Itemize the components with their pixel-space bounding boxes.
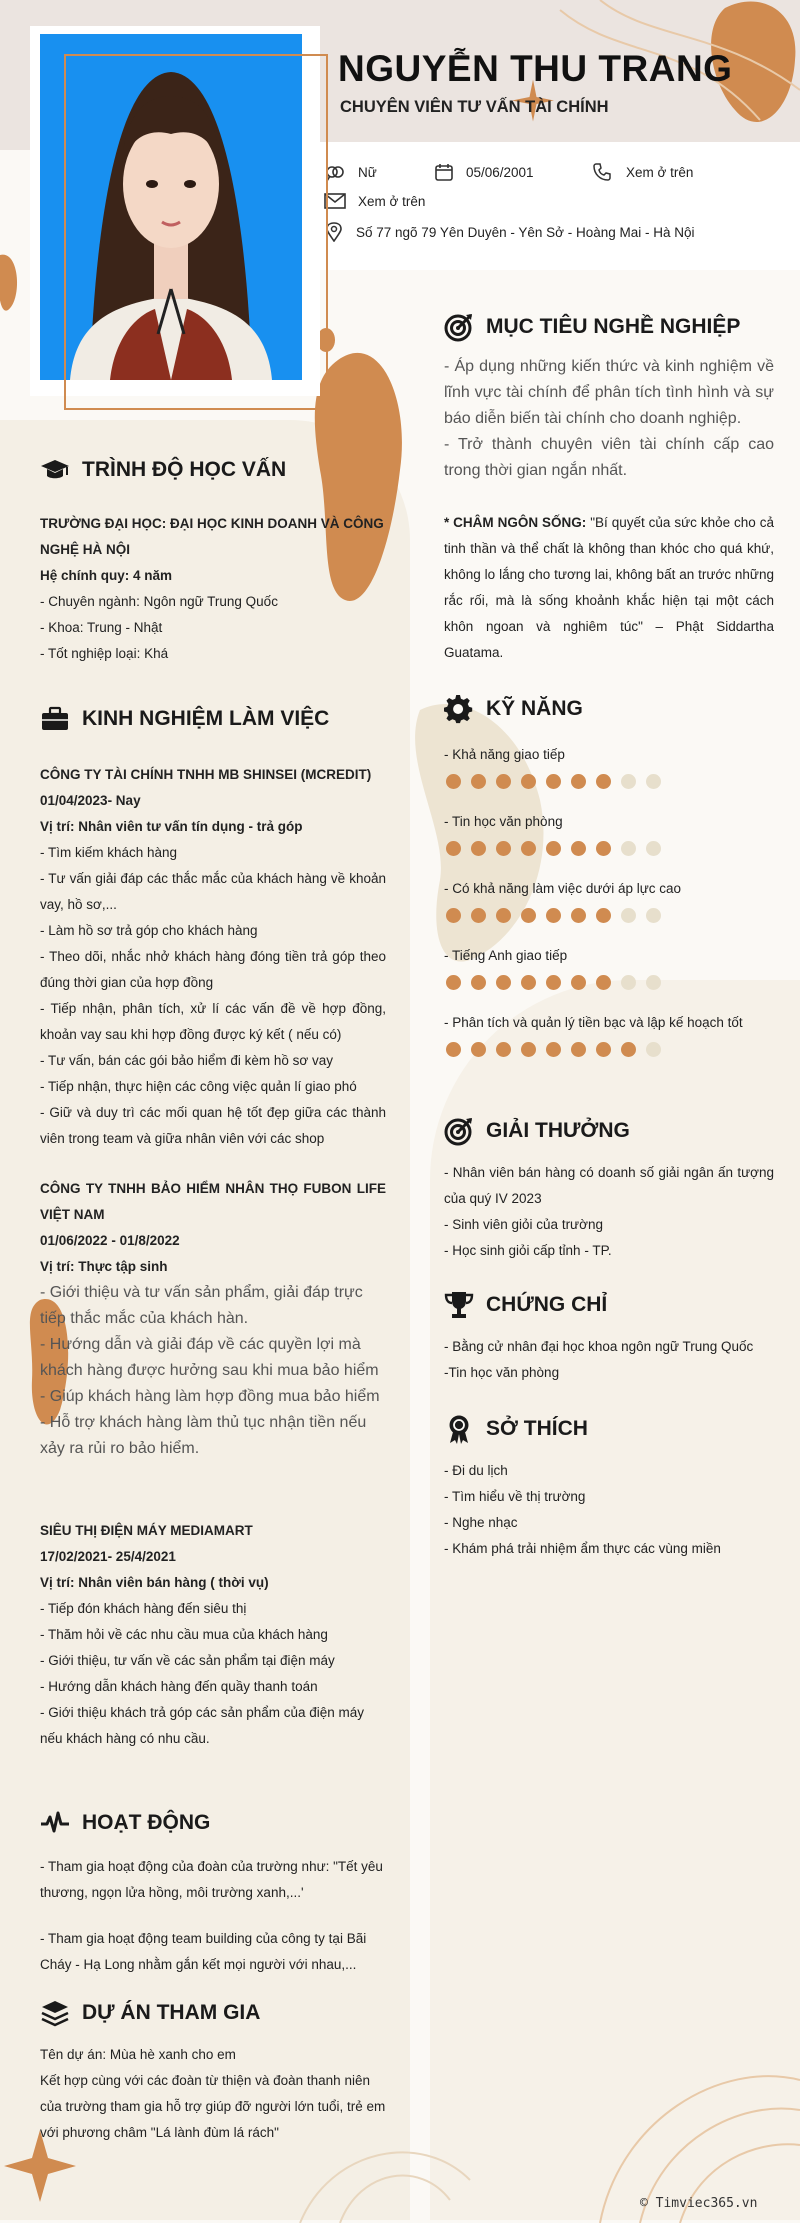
skill-name: - Có khả năng làm việc dưới áp lực cao <box>444 881 682 896</box>
education-line: - Khoa: Trung - Nhật <box>40 620 163 635</box>
skill-dot-filled <box>621 1042 636 1057</box>
skill-dot-filled <box>471 908 486 923</box>
awards-heading: GIẢI THƯỞNG <box>444 1116 774 1146</box>
job-period: 01/04/2023- Nay <box>40 793 141 808</box>
gender-value: Nữ <box>358 164 377 180</box>
skill-dot-filled <box>546 1042 561 1057</box>
skill-level-dots <box>446 1042 774 1057</box>
skill-dot-filled <box>521 1042 536 1057</box>
education-line: - Chuyên ngành: Ngôn ngữ Trung Quốc <box>40 594 278 609</box>
skill-name: - Tin học văn phòng <box>444 814 563 829</box>
education-line: - Tốt nghiệp loại: Khá <box>40 646 169 661</box>
job-company: CÔNG TY TNHH BẢO HIỂM NHÂN THỌ FUBON LIFE VIỆT NAM <box>40 1181 386 1222</box>
project-name: Tên dự án: Mùa hè xanh cho em <box>40 2047 236 2062</box>
skill-dot-empty <box>621 975 636 990</box>
skill-dot-empty <box>621 774 636 789</box>
skill-dot-filled <box>596 975 611 990</box>
email-value: Xem ở trên <box>358 193 426 209</box>
skill-dot-filled <box>571 908 586 923</box>
job-task: - Giới thiệu, tư vấn về các sản phẩm tại điện máy <box>40 1653 335 1668</box>
skill-dot-filled <box>596 841 611 856</box>
experience-heading: KINH NGHIỆM LÀM VIỆC <box>40 704 386 734</box>
skill-dot-filled <box>571 774 586 789</box>
skill-name: - Khả năng giao tiếp <box>444 747 565 762</box>
contact-gender <box>324 162 377 182</box>
skills-list <box>444 744 774 1057</box>
full-name: NGUYỄN THU TRANG <box>338 48 733 89</box>
skill-dot-filled <box>471 975 486 990</box>
objective-line: - Trở thành chuyên viên tài chính cấp cao trong thời gian ngắn nhất. <box>444 436 774 479</box>
activity-item: - Tham gia hoạt động của đoàn của trường như: "Tết yêu thương, ngọn lửa hồng, môi trường xanh,...' <box>40 1859 383 1900</box>
target-icon <box>444 312 474 342</box>
job-position: Vị trí: Thực tập sinh <box>40 1259 168 1274</box>
contact-birthday <box>434 162 534 182</box>
award-item: - Học sinh giỏi cấp tỉnh - TP. <box>444 1243 612 1258</box>
job-task: - Tiếp nhận, phân tích, xử lí các vấn đề về hợp đồng, khoản vay sau khi hợp đồng được ký kết ( nếu có) <box>40 1001 386 1042</box>
job-position: Vị trí: Nhân viên tư vấn tín dụng - trả góp <box>40 819 303 834</box>
job-task: - Hướng dẫn và giải đáp về các quyền lợi mà khách hàng được hưởng sau khi mua bảo hiểm <box>40 1336 379 1379</box>
motto-text: "Bí quyết của sức khỏe cho cả tinh thần và thể chất là không than khóc cho quá khứ, không lo lắng cho tương lai, không bất an trước những rắc rối, mà là sống khoảnh khắc hiện tại một cách khôn ngoan và nghiêm túc" – Phật Siddartha Guatama. <box>444 515 774 660</box>
layers-icon <box>40 1998 70 2028</box>
skills-heading: KỸ NĂNG <box>444 694 774 724</box>
skill-dot-filled <box>546 908 561 923</box>
skill-dot-filled <box>471 841 486 856</box>
objective-section <box>444 312 774 666</box>
awards-section <box>444 1116 774 1264</box>
project-description: Kết hợp cùng với các đoàn từ thiện và đoàn thanh niên của trường tham gia hỗ trợ giúp đỡ người lớn tuổi, trẻ em với phương châm "Lá lành đùm lá rách" <box>40 2073 386 2140</box>
photo-frame-outline <box>64 54 328 410</box>
award-item: - Nhân viên bán hàng có doanh số giải ngân ấn tượng của quý IV 2023 <box>444 1165 774 1206</box>
certificate-item: - Bằng cử nhân đại học khoa ngôn ngữ Trung Quốc <box>444 1339 754 1354</box>
skill-dot-filled <box>496 841 511 856</box>
job-task: - Theo dõi, nhắc nhở khách hàng đóng tiền trả góp theo đúng thời gian của hợp đồng <box>40 949 386 990</box>
job-entry <box>40 1518 386 1752</box>
skill-dot-filled <box>446 774 461 789</box>
skill-dot-empty <box>646 774 661 789</box>
projects-heading: DỰ ÁN THAM GIA <box>40 1998 386 2028</box>
skill-dot-filled <box>471 1042 486 1057</box>
certificates-section <box>444 1290 774 1386</box>
school-name: TRƯỜNG ĐẠI HỌC: ĐẠI HỌC KINH DOANH VÀ CÔNG NGHỆ HÀ NỘI <box>40 516 384 557</box>
skill-dot-filled <box>546 841 561 856</box>
skill-dot-filled <box>446 908 461 923</box>
job-task: - Tiếp đón khách hàng đến siêu thị <box>40 1601 247 1616</box>
skill-dot-filled <box>521 774 536 789</box>
medal-icon <box>444 1414 474 1444</box>
job-task: - Tư vấn giải đáp các thắc mắc của khách hàng về khoản vay, hồ sơ,... <box>40 871 386 912</box>
skill-dot-filled <box>446 841 461 856</box>
briefcase-icon <box>40 704 70 734</box>
experience-section <box>40 704 386 1752</box>
activities-heading: HOẠT ĐỘNG <box>40 1808 386 1838</box>
skill-dot-empty <box>646 908 661 923</box>
skill-dot-filled <box>521 975 536 990</box>
skill-dot-empty <box>621 908 636 923</box>
skill-dot-empty <box>646 1042 661 1057</box>
skill-dot-filled <box>571 841 586 856</box>
calendar-icon <box>434 162 454 182</box>
hobbies-heading: SỞ THÍCH <box>444 1414 774 1444</box>
target-icon <box>444 1116 474 1146</box>
job-position: Vị trí: Nhân viên bán hàng ( thời vụ) <box>40 1575 269 1590</box>
activity-item: - Tham gia hoạt động team building của công ty tại Bãi Cháy - Hạ Long nhằm gắn kết mọi người với nhau,... <box>40 1931 367 1972</box>
hobby-item: - Nghe nhạc <box>444 1515 518 1530</box>
job-task-list <box>40 1280 386 1462</box>
contact-email <box>324 192 425 210</box>
job-task: - Thăm hỏi về các nhu cầu mua của khách hàng <box>40 1627 328 1642</box>
skill-dot-filled <box>496 908 511 923</box>
job-task: - Tư vấn, bán các gói bảo hiểm đi kèm hồ sơ vay <box>40 1053 334 1068</box>
address-value: Số 77 ngõ 79 Yên Duyên - Yên Sở - Hoàng Mai - Hà Nội <box>356 224 695 240</box>
skill-dot-filled <box>546 975 561 990</box>
job-task: - Giữ và duy trì các mối quan hệ tốt đẹp giữa các thành viên trong team và giữa nhân viên với các shop <box>40 1105 386 1146</box>
skill-level-dots <box>446 841 774 856</box>
hobbies-section <box>444 1414 774 1562</box>
job-company: SIÊU THỊ ĐIỆN MÁY MEDIAMART <box>40 1523 253 1538</box>
job-task: - Tìm kiếm khách hàng <box>40 845 178 860</box>
pulse-icon <box>40 1808 70 1838</box>
skill-level-dots <box>446 908 774 923</box>
skill-name: - Tiếng Anh giao tiếp <box>444 948 568 963</box>
job-company: CÔNG TY TÀI CHÍNH TNHH MB SHINSEI (MCREDIT) <box>40 767 372 782</box>
contact-phone <box>592 162 693 182</box>
activities-section <box>40 1808 386 1978</box>
skill-dot-filled <box>596 908 611 923</box>
certificate-item: -Tin học văn phòng <box>444 1365 560 1380</box>
job-task: - Tiếp nhận, thực hiện các công việc quản lí giao phó <box>40 1079 357 1094</box>
job-title: CHUYÊN VIÊN TƯ VẤN TÀI CHÍNH <box>340 98 609 116</box>
award-item: - Sinh viên giỏi của trường <box>444 1217 603 1232</box>
objective-line: - Áp dụng những kiến thức và kinh nghiệm về lĩnh vực tài chính để phân tích tình hình và sự báo diễn biến tài chính cho doanh nghiệp. <box>444 358 774 427</box>
education-heading: TRÌNH ĐỘ HỌC VẤN <box>40 455 386 485</box>
job-entry <box>40 762 386 1152</box>
phone-value: Xem ở trên <box>626 164 694 180</box>
job-entry <box>40 1176 386 1280</box>
job-task: - Giúp khách hàng làm hợp đồng mua bảo hiểm <box>40 1388 380 1405</box>
skill-dot-filled <box>596 774 611 789</box>
skill-dot-filled <box>571 975 586 990</box>
education-section <box>40 455 386 667</box>
projects-section <box>40 1998 386 2146</box>
footer-credit: © Timviec365.vn <box>640 2196 758 2211</box>
hobby-item: - Đi du lịch <box>444 1463 508 1478</box>
skill-dot-empty <box>621 841 636 856</box>
objective-heading: MỤC TIÊU NGHỀ NGHIỆP <box>444 312 774 342</box>
skill-level-dots <box>446 774 774 789</box>
contact-address <box>326 222 695 242</box>
hobby-item: - Tìm hiểu về thị trường <box>444 1489 586 1504</box>
gear-icon <box>444 694 474 724</box>
graduation-cap-icon <box>40 455 70 485</box>
skill-name: - Phân tích và quản lý tiền bạc và lập kế hoạch tốt <box>444 1015 743 1030</box>
skill-dot-filled <box>521 841 536 856</box>
job-task: - Giới thiệu và tư vấn sản phẩm, giải đáp trực tiếp thắc mắc của khách hàn. <box>40 1284 363 1327</box>
skill-dot-filled <box>596 1042 611 1057</box>
skill-dot-filled <box>521 908 536 923</box>
skill-dot-filled <box>471 774 486 789</box>
job-task: - Giới thiệu khách trả góp các sản phẩm của điện máy nếu khách hàng có nhu cầu. <box>40 1705 365 1746</box>
birthday-value: 05/06/2001 <box>466 164 534 180</box>
skill-dot-filled <box>546 774 561 789</box>
phone-icon <box>592 162 612 182</box>
skill-dot-filled <box>496 1042 511 1057</box>
motto-label: * CHÂM NGÔN SỐNG: <box>444 515 587 530</box>
job-task: - Hướng dẫn khách hàng đến quầy thanh toán <box>40 1679 318 1694</box>
skill-dot-filled <box>571 1042 586 1057</box>
life-motto <box>444 510 774 666</box>
trophy-icon <box>444 1290 474 1320</box>
location-pin-icon <box>326 222 342 242</box>
certificates-heading: CHỨNG CHỈ <box>444 1290 774 1320</box>
skill-dot-filled <box>446 1042 461 1057</box>
job-period: 01/06/2022 - 01/8/2022 <box>40 1233 180 1248</box>
skill-dot-filled <box>496 975 511 990</box>
skill-dot-filled <box>496 774 511 789</box>
job-period: 17/02/2021- 25/4/2021 <box>40 1549 176 1564</box>
skills-section <box>444 694 774 1079</box>
hobby-item: - Khám phá trải nhiệm ẩm thực các vùng miền <box>444 1541 721 1556</box>
education-system: Hệ chính quy: 4 năm <box>40 568 173 583</box>
job-task: - Làm hồ sơ trả góp cho khách hàng <box>40 923 258 938</box>
job-task: - Hỗ trợ khách hàng làm thủ tục nhận tiền nếu xảy ra rủi ro bảo hiểm. <box>40 1414 367 1457</box>
skill-dot-empty <box>646 841 661 856</box>
skill-level-dots <box>446 975 774 990</box>
skill-dot-empty <box>646 975 661 990</box>
skill-dot-filled <box>446 975 461 990</box>
